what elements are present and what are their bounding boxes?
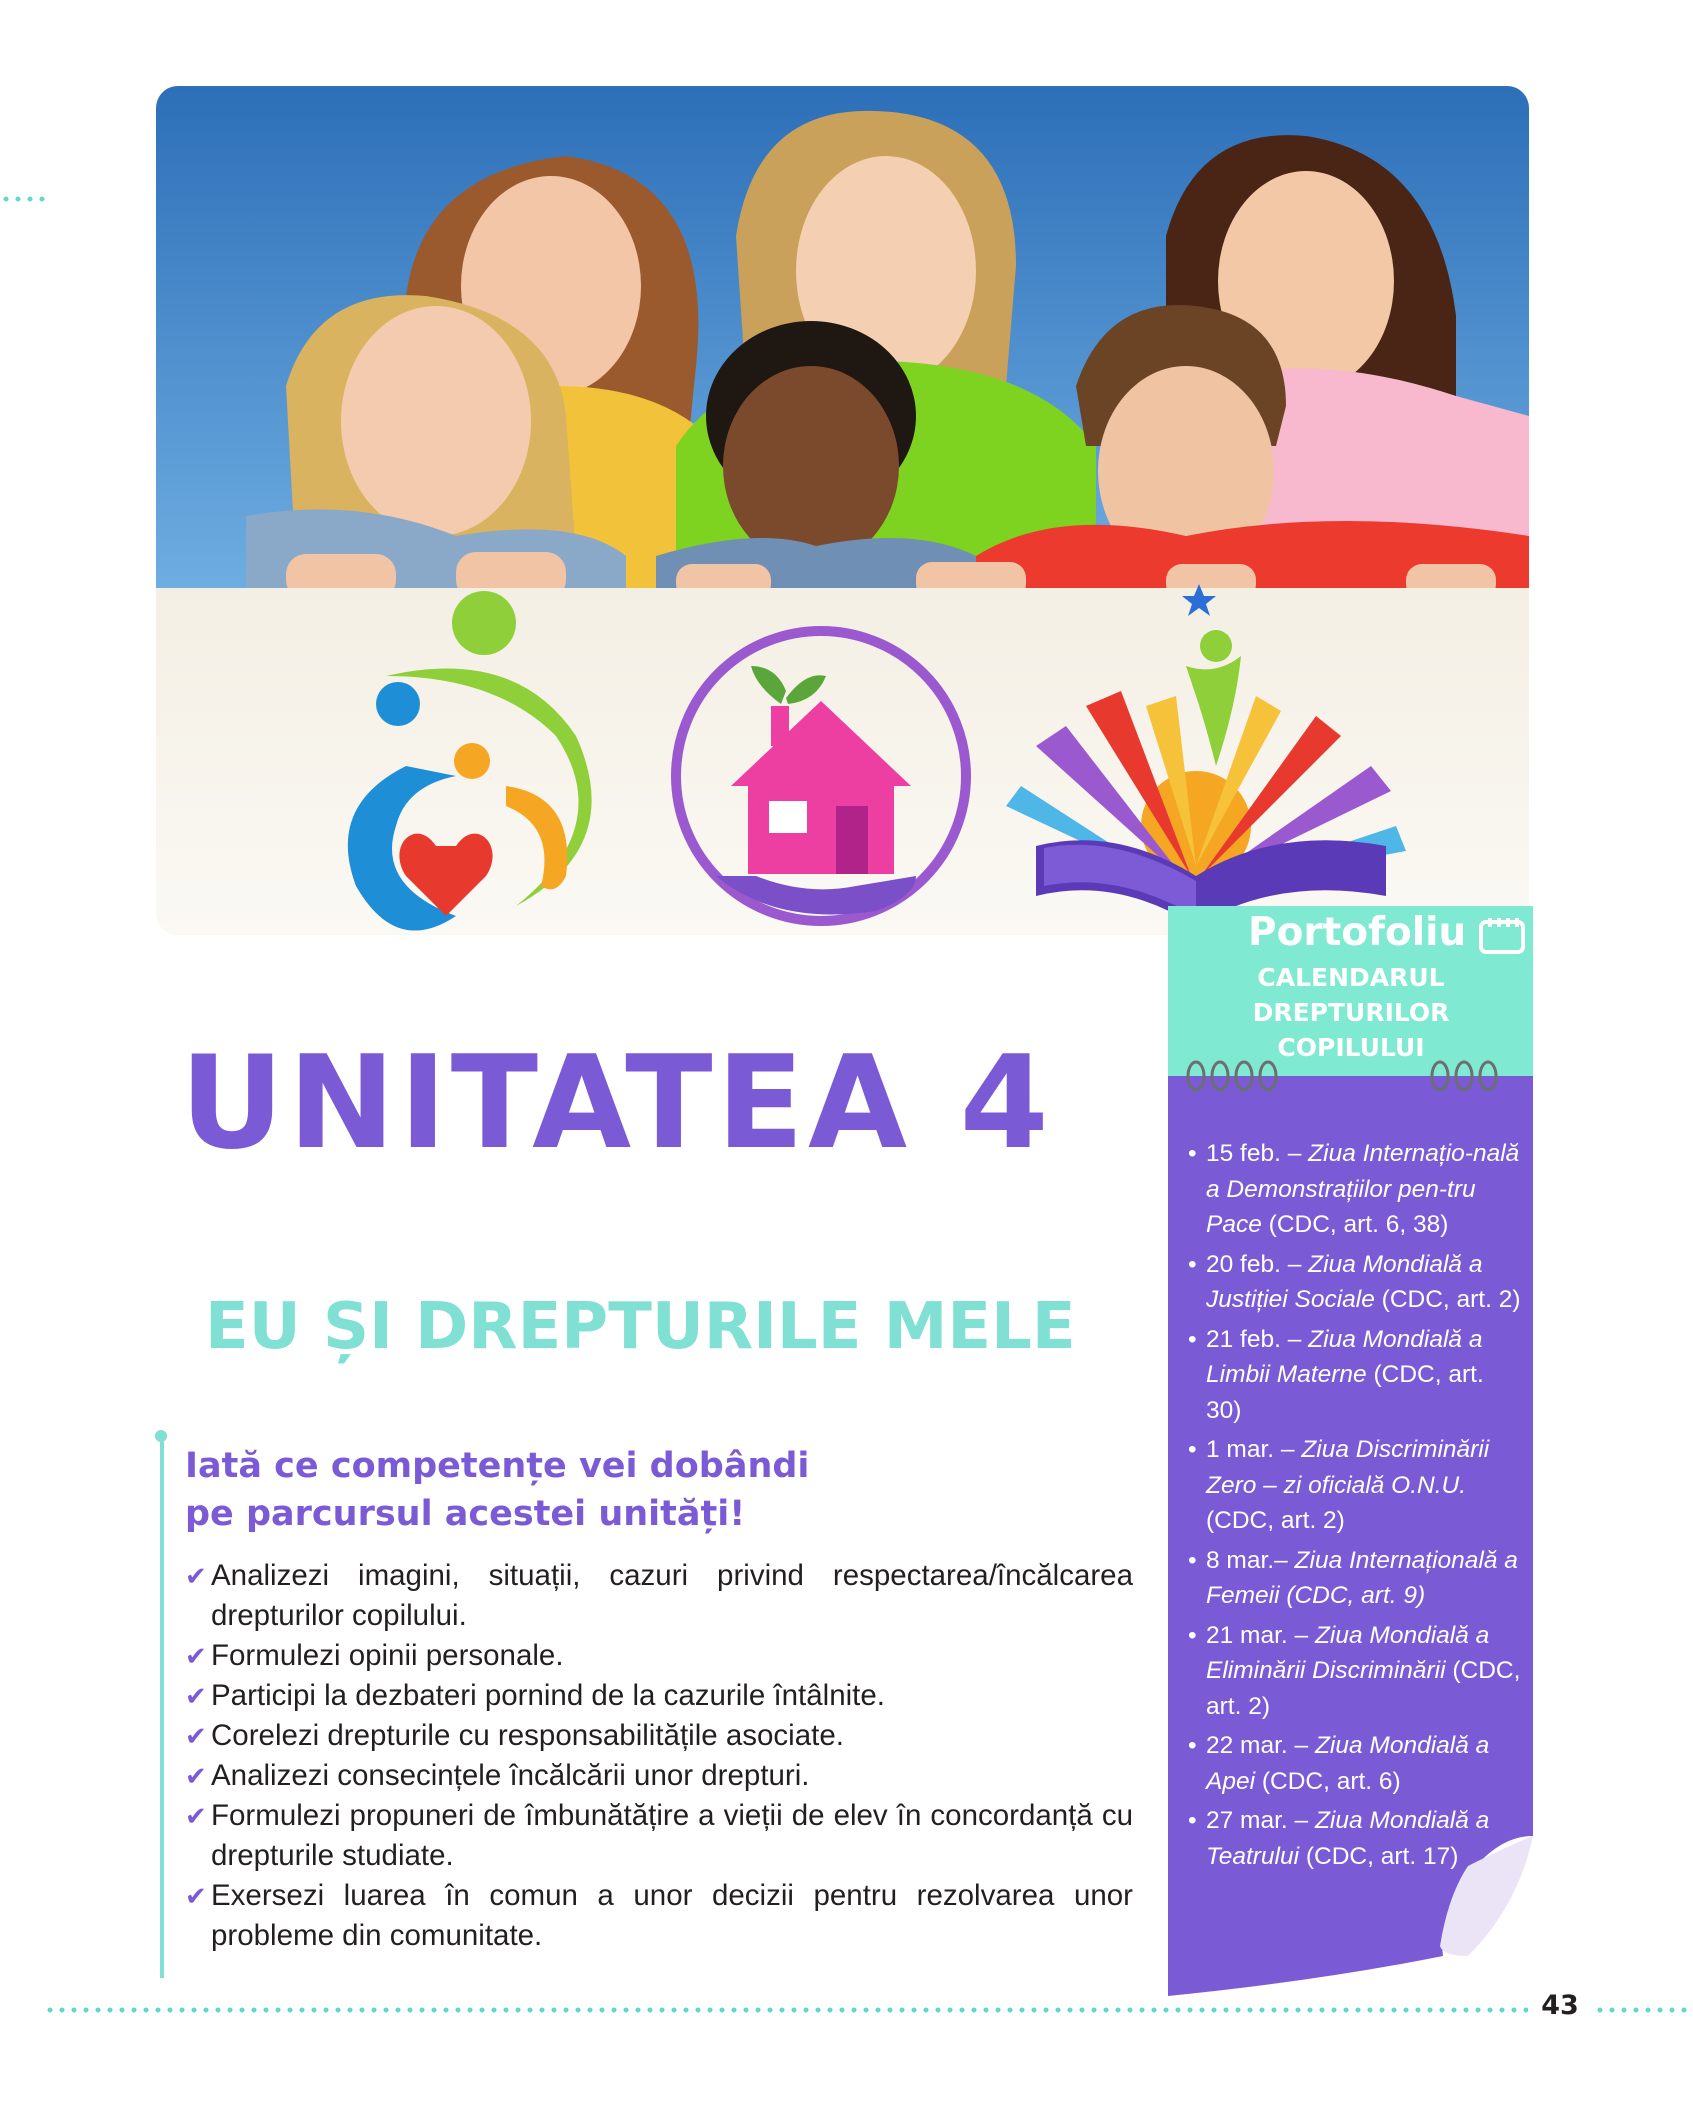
list-item: ✔ Analizezi consecințele încălcării unor drepturi. xyxy=(185,1756,1133,1796)
calendar-event: • 20 feb. – Ziua Mondială a Justiției Sociale (CDC, art. 2) xyxy=(1188,1250,1521,1313)
unit-title: UNITATEA 4 xyxy=(180,1029,1053,1178)
portfolio-subtitle: CALENDARUL DREPTURILOR COPILULUI xyxy=(1252,963,1450,1062)
bottom-dotted-rule xyxy=(44,2007,1528,2013)
checkmark-icon: ✔ xyxy=(185,1761,207,1791)
competences-heading-line1: Iată ce competențe vei dobândi xyxy=(185,1446,810,1486)
checkmark-icon: ✔ xyxy=(185,1801,207,1831)
checkmark-icon: ✔ xyxy=(185,1561,207,1591)
competences-heading xyxy=(185,1442,905,1538)
list-item: ✔ Formulezi propuneri de îmbunătățire a vieții de elev în concordanță cu drepturile studiate. xyxy=(185,1796,1133,1876)
hero-image xyxy=(156,86,1529,935)
checkmark-icon: ✔ xyxy=(185,1881,207,1911)
checkmark-icon: ✔ xyxy=(185,1681,207,1711)
calendar-event: • 27 mar. – Ziua Mondială a Teatrului (CDC, art. 17) xyxy=(1188,1807,1490,1870)
top-left-dots xyxy=(0,196,46,202)
calendar-event: • 22 mar. – Ziua Mondială a Apei (CDC, art. 6) xyxy=(1188,1732,1490,1795)
calendar-event: • 21 feb. – Ziua Mondială a Limbii Materne (CDC, art. 30) xyxy=(1188,1325,1484,1424)
list-item: ✔ Formulezi opinii personale. xyxy=(185,1636,1133,1676)
notebook-icon xyxy=(1478,917,1526,955)
calendar-events xyxy=(1188,1136,1523,1878)
list-item: ✔ Analizezi imagini, situații, cazuri privind respectarea/încălcarea drepturilor copilului. xyxy=(185,1556,1133,1636)
checkmark-icon: ✔ xyxy=(185,1721,207,1751)
competences-list xyxy=(185,1556,1133,1956)
page-number: 43 xyxy=(1541,1990,1579,2021)
list-item: ✔ Participi la dezbateri pornind de la cazurile întâlnite. xyxy=(185,1676,1133,1716)
calendar-rings xyxy=(1168,1048,1533,1098)
section-vertical-rule xyxy=(160,1438,164,1978)
bottom-right-dots xyxy=(1594,2007,1690,2013)
list-item: ✔ Corelezi drepturile cu responsabilitățile asociate. xyxy=(185,1716,1133,1756)
calendar-event: • 8 mar.– Ziua Internațională a Femeii (CDC, art. 9) xyxy=(1188,1546,1518,1609)
calendar-event: • 1 mar. – Ziua Discriminării Zero – zi oficială O.N.U. (CDC, art. 2) xyxy=(1188,1436,1490,1534)
list-item: ✔ Exersezi luarea în comun a unor decizii pentru rezolvarea unor probleme din comunitate. xyxy=(185,1876,1133,1956)
unit-subtitle: EU ȘI DREPTURILE MELE xyxy=(205,1290,1076,1364)
portfolio-title: Portofoliu xyxy=(1248,910,1467,955)
calendar-event: • 21 mar. – Ziua Mondială a Eliminării Discriminării (CDC, art. 2) xyxy=(1188,1621,1521,1720)
calendar-event: • 15 feb. – Ziua Internațio-nală a Demonstrațiilor pen-tru Pace (CDC, art. 6, 38) xyxy=(1188,1140,1520,1238)
checkmark-icon: ✔ xyxy=(185,1641,207,1671)
competences-heading-line2: pe parcursul acestei unități! xyxy=(185,1494,746,1534)
